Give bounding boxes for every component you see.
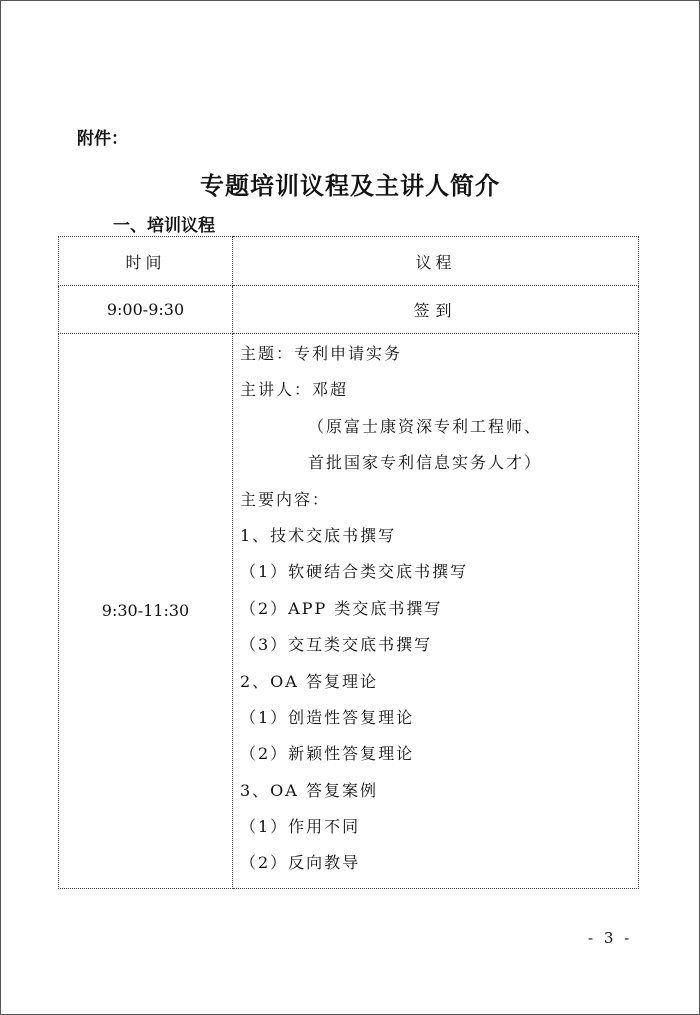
agenda-subitem: （1）创造性答复理论 <box>240 707 415 727</box>
attachment-label: 附件： <box>77 129 128 149</box>
agenda-speaker: 主讲人：邓超 <box>240 380 349 400</box>
table-header-row <box>59 237 639 286</box>
page-number: - 3 - <box>588 929 633 947</box>
agenda-topic: 主题：专利申请实务 <box>240 344 403 363</box>
section-heading: 一、培训议程 <box>113 216 215 236</box>
row-time: 9:00-9:30 <box>59 286 233 334</box>
speaker-bio-line: （原富士康资深专利工程师、 <box>308 416 543 436</box>
agenda-item: 1、技术交底书撰写 <box>240 525 397 545</box>
agenda-subitem: （3）交互类交底书撰写 <box>240 635 433 655</box>
speaker-bio-line: 首批国家专利信息实务人才） <box>308 453 543 473</box>
table-row <box>59 334 639 889</box>
row-time: 9:30-11:30 <box>59 334 233 889</box>
agenda-subitem: （2）反向教导 <box>240 853 361 873</box>
agenda-subitem: （2）APP 类交底书撰写 <box>240 598 443 618</box>
agenda-subitem: （1）作用不同 <box>240 817 361 837</box>
header-agenda: 议程 <box>233 237 639 286</box>
table-row <box>59 286 639 334</box>
document-title: 专题培训议程及主讲人简介 <box>200 172 500 200</box>
agenda-content-label: 主要内容： <box>240 489 331 509</box>
row-agenda <box>233 334 639 889</box>
agenda-subitem: （2）新颖性答复理论 <box>240 744 415 764</box>
row-agenda: 签到 <box>233 286 639 334</box>
agenda-item: 3、OA 答复案例 <box>240 780 378 800</box>
header-time: 时间 <box>59 237 233 286</box>
agenda-table <box>58 236 639 889</box>
agenda-subitem: （1）软硬结合类交底书撰写 <box>240 562 469 582</box>
agenda-item: 2、OA 答复理论 <box>240 671 378 691</box>
